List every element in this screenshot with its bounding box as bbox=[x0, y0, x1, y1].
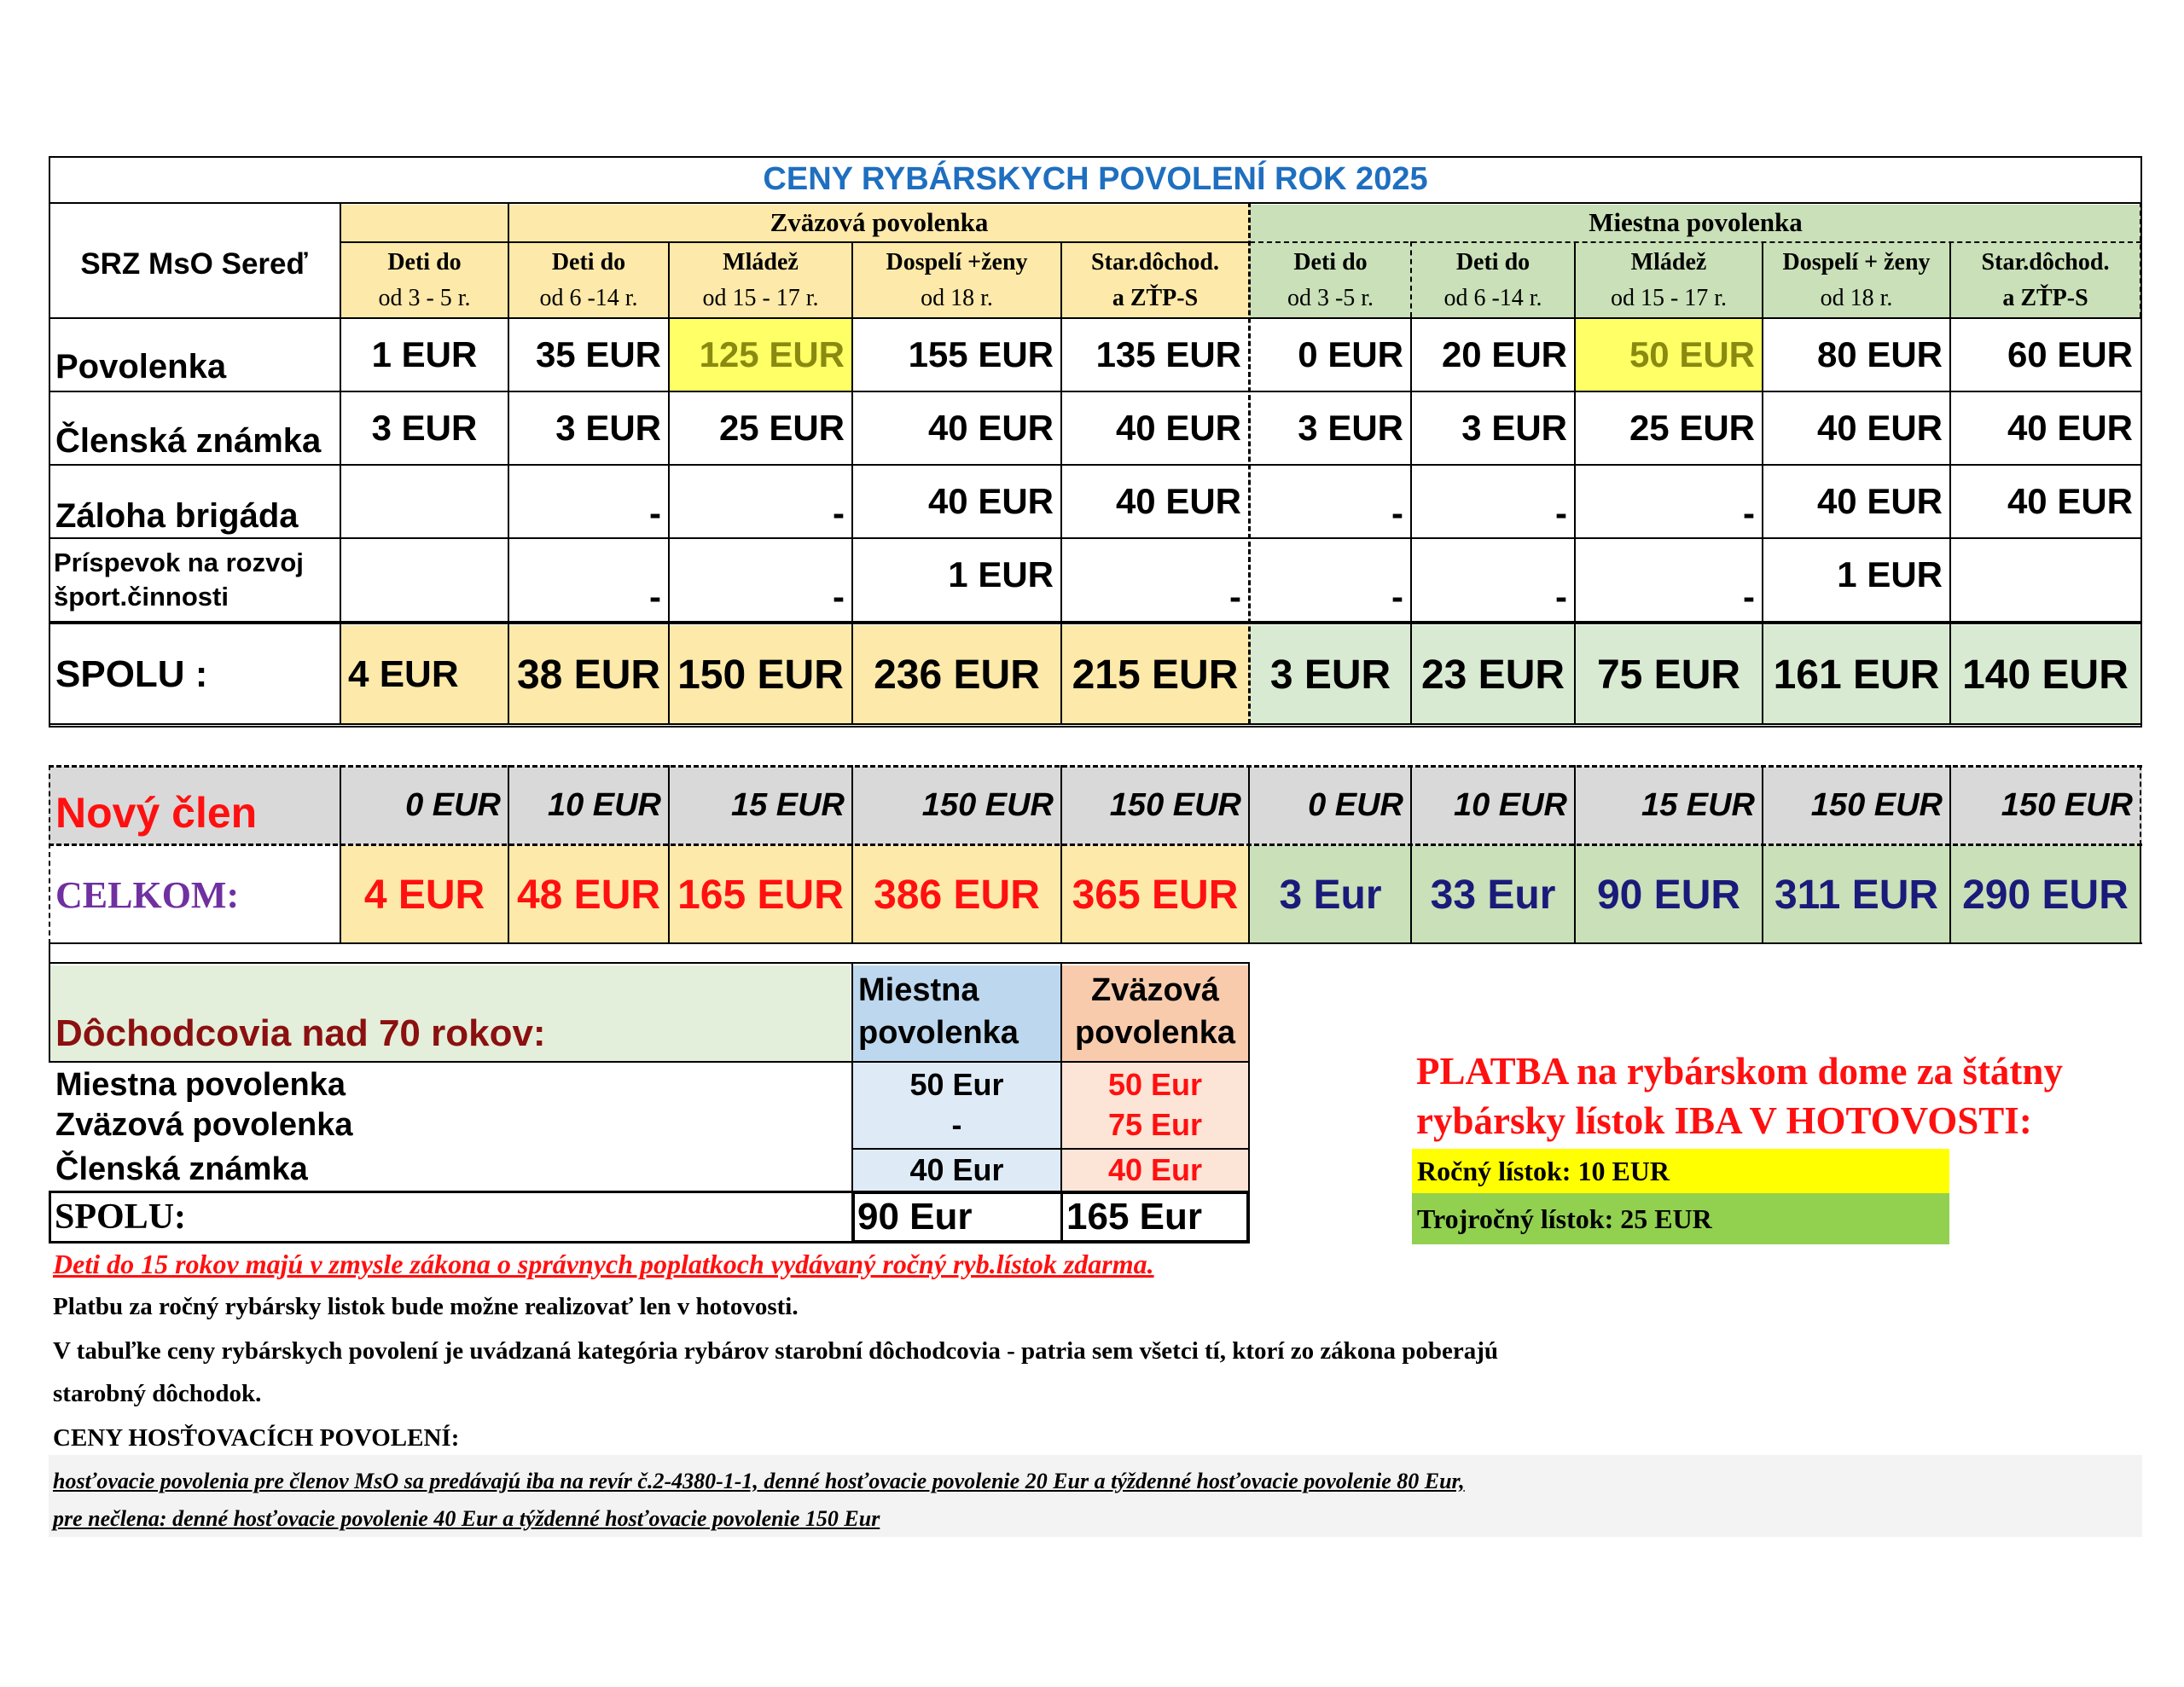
novy-clen-4: 150 EUR bbox=[921, 786, 1054, 823]
cell-prispevok-8: - bbox=[1743, 577, 1755, 617]
row-label-prispevok-l2: šport.činnosti bbox=[54, 582, 229, 612]
cell-prispevok-2: - bbox=[649, 577, 661, 617]
seniors-row-clenska: Členská známka bbox=[55, 1151, 308, 1187]
seniors-col-miestna bbox=[858, 969, 1060, 1061]
col-header-2-l2: od 6 -14 r. bbox=[539, 284, 638, 311]
col-header-2 bbox=[509, 243, 668, 317]
seniors-row-zvazova-m: - bbox=[951, 1107, 962, 1142]
col-header-1-l1: Deti do bbox=[387, 248, 462, 275]
cell-povolenka-7: 20 EUR bbox=[1441, 334, 1567, 374]
col-header-8 bbox=[1576, 243, 1762, 317]
seniors-row-clenska-m: 40 Eur bbox=[909, 1152, 1004, 1187]
seniors-row-zvazova: Zväzová povolenka bbox=[55, 1106, 353, 1143]
cell-zaloha-5: 40 EUR bbox=[1115, 481, 1241, 521]
note-kategoria-2: starobný dôchodok. bbox=[53, 1380, 262, 1407]
row-label-prispevok-l1: Príspevok na rozvoj bbox=[54, 548, 304, 577]
note-kategoria-1: V tabuľke ceny rybárskych povolení je uvádzaná kategória rybárov starobní dôchodcovia - patria sem všetci tí, ktorí zo zákona poberajú bbox=[53, 1337, 1498, 1365]
cell-prispevok-5: - bbox=[1229, 577, 1241, 617]
group-miestna: Miestna povolenka bbox=[1589, 207, 1803, 237]
cell-clenska-9: 40 EUR bbox=[1816, 408, 1943, 448]
seniors-row-miestna-m: 50 Eur bbox=[909, 1067, 1004, 1102]
col-header-7 bbox=[1412, 243, 1574, 317]
col-header-5-l2: a ZŤP-S bbox=[1112, 284, 1199, 311]
celkom-1: 4 EUR bbox=[363, 872, 485, 918]
spolu-1: 4 EUR bbox=[348, 653, 459, 695]
col-header-9 bbox=[1763, 243, 1949, 317]
col-header-7-l1: Deti do bbox=[1455, 248, 1531, 275]
seniors-row-miestna: Miestna povolenka bbox=[55, 1066, 346, 1103]
note-deti: Deti do 15 rokov majú v zmysle zákona o správnych poplatkoch vydávaný ročný ryb.lístok zdarma. bbox=[53, 1249, 1154, 1279]
col-header-6 bbox=[1251, 243, 1410, 317]
cell-povolenka-3: 125 EUR bbox=[699, 334, 845, 374]
cell-clenska-6: 3 EUR bbox=[1298, 408, 1403, 448]
cell-prispevok-9: 1 EUR bbox=[1837, 554, 1943, 594]
seniors-total-m: 90 Eur bbox=[857, 1196, 973, 1238]
celkom-label: CELKOM: bbox=[55, 873, 240, 916]
novy-clen-6: 0 EUR bbox=[1308, 786, 1403, 823]
spolu-9: 161 EUR bbox=[1773, 652, 1940, 698]
col-header-10 bbox=[1951, 243, 2140, 317]
seniors-title: Dôchodcovia nad 70 rokov: bbox=[55, 1012, 546, 1054]
note-platba: Platbu za ročný rybársky listok bude možne realizovať len v hotovosti. bbox=[53, 1293, 799, 1320]
seniors-col-miestna-l2: povolenka bbox=[858, 1015, 1019, 1051]
cell-clenska-10: 40 EUR bbox=[2007, 408, 2133, 448]
col-header-6-l1: Deti do bbox=[1293, 248, 1368, 275]
note-hostovacie-2: pre nečlena: denné hosťovacie povolenie 40 Eur a týždenné hosťovacie povolenie 150 Eur bbox=[53, 1506, 880, 1531]
col-header-10-l2: a ZŤP-S bbox=[2002, 284, 2088, 311]
col-header-3 bbox=[670, 243, 851, 317]
cell-povolenka-8: 50 EUR bbox=[1629, 334, 1755, 374]
cell-povolenka-2: 35 EUR bbox=[535, 334, 661, 374]
col-header-4-l1: Dospelí +ženy bbox=[886, 248, 1028, 275]
spolu-10: 140 EUR bbox=[1962, 652, 2129, 698]
payment-trojrocny: Trojročný lístok: 25 EUR bbox=[1412, 1193, 1949, 1244]
spolu-3: 150 EUR bbox=[677, 652, 844, 698]
col-header-3-l2: od 15 - 17 r. bbox=[702, 284, 819, 311]
group-zvazova: Zväzová povolenka bbox=[770, 207, 989, 237]
table-title: CENY RYBÁRSKYCH POVOLENÍ ROK 2025 bbox=[763, 160, 1428, 197]
spolu-2: 38 EUR bbox=[516, 652, 661, 698]
row-label-prispevok bbox=[54, 546, 340, 621]
spolu-5: 215 EUR bbox=[1072, 652, 1239, 698]
cell-clenska-8: 25 EUR bbox=[1629, 408, 1755, 448]
spolu-label: SPOLU : bbox=[55, 653, 208, 695]
row-label-clenska: Členská známka bbox=[55, 421, 322, 460]
novy-clen-1: 0 EUR bbox=[405, 786, 501, 823]
spolu-6: 3 EUR bbox=[1269, 652, 1391, 698]
cell-clenska-2: 3 EUR bbox=[555, 408, 661, 448]
novy-clen-2: 10 EUR bbox=[547, 786, 661, 823]
col-header-8-l1: Mládež bbox=[1630, 248, 1707, 275]
celkom-3: 165 EUR bbox=[677, 872, 844, 918]
col-header-3-l1: Mládež bbox=[723, 248, 799, 275]
payment-line-1: PLATBA na rybárskom dome za štátny bbox=[1416, 1050, 2063, 1093]
novy-clen-9: 150 EUR bbox=[1810, 786, 1943, 823]
seniors-col-miestna-l1: Miestna bbox=[858, 972, 979, 1008]
cell-povolenka-6: 0 EUR bbox=[1298, 334, 1403, 374]
seniors-row-zvazova-z: 75 Eur bbox=[1107, 1107, 1203, 1142]
novy-clen-8: 15 EUR bbox=[1641, 786, 1755, 823]
spolu-4: 236 EUR bbox=[874, 652, 1040, 698]
col-header-6-l2: od 3 -5 r. bbox=[1287, 284, 1374, 311]
novy-clen-3: 15 EUR bbox=[730, 786, 845, 823]
celkom-9: 311 EUR bbox=[1774, 872, 1939, 918]
seniors-col-zvazova bbox=[1062, 969, 1248, 1061]
cell-povolenka-10: 60 EUR bbox=[2007, 334, 2133, 374]
seniors-col-zvazova-l2: povolenka bbox=[1075, 1015, 1235, 1051]
seniors-row-miestna-z: 50 Eur bbox=[1107, 1067, 1203, 1102]
note-hostovacie-title: CENY HOSŤOVACÍCH POVOLENÍ: bbox=[53, 1424, 460, 1452]
novy-clen-5: 150 EUR bbox=[1109, 786, 1241, 823]
note-hostovacie-1: hosťovacie povolenia pre členov MsO sa predávajú iba na revír č.2-4380-1-1, denné hosťovacie povolenie 20 Eur a týždenné hosťovacie povolenie 80 Eur, bbox=[53, 1469, 1465, 1493]
col-header-8-l2: od 15 - 17 r. bbox=[1610, 284, 1728, 311]
cell-zaloha-7: - bbox=[1555, 493, 1567, 533]
celkom-8: 90 EUR bbox=[1596, 872, 1741, 918]
celkom-5: 365 EUR bbox=[1072, 872, 1239, 918]
col-header-4 bbox=[853, 243, 1060, 317]
row-label-zaloha: Záloha brigáda bbox=[55, 496, 299, 535]
cell-zaloha-9: 40 EUR bbox=[1816, 481, 1943, 521]
cell-zaloha-3: - bbox=[833, 493, 845, 533]
col-header-5-l1: Star.dôchod. bbox=[1091, 248, 1219, 275]
novy-clen-label: Nový člen bbox=[55, 788, 258, 837]
col-header-1-l2: od 3 - 5 r. bbox=[378, 284, 471, 311]
seniors-total-z: 165 Eur bbox=[1066, 1196, 1202, 1238]
col-header-5 bbox=[1062, 243, 1248, 317]
cell-clenska-5: 40 EUR bbox=[1115, 408, 1241, 448]
spolu-7: 23 EUR bbox=[1420, 652, 1565, 698]
col-header-10-l1: Star.dôchod. bbox=[1981, 248, 2110, 275]
col-header-7-l2: od 6 -14 r. bbox=[1443, 284, 1542, 311]
cell-clenska-3: 25 EUR bbox=[718, 408, 845, 448]
cell-clenska-7: 3 EUR bbox=[1461, 408, 1567, 448]
payment-rocny: Ročný lístok: 10 EUR bbox=[1412, 1149, 1949, 1193]
cell-clenska-1: 3 EUR bbox=[371, 408, 478, 448]
celkom-10: 290 EUR bbox=[1962, 872, 2129, 918]
col-header-2-l1: Deti do bbox=[551, 248, 626, 275]
novy-clen-7: 10 EUR bbox=[1453, 786, 1567, 823]
cell-zaloha-2: - bbox=[649, 493, 661, 533]
seniors-col-zvazova-l1: Zväzová bbox=[1091, 972, 1219, 1008]
cell-zaloha-10: 40 EUR bbox=[2007, 481, 2133, 521]
celkom-2: 48 EUR bbox=[516, 872, 661, 918]
cell-zaloha-6: - bbox=[1391, 493, 1403, 533]
cell-zaloha-4: 40 EUR bbox=[927, 481, 1054, 521]
cell-prispevok-7: - bbox=[1555, 577, 1567, 617]
col-header-4-l2: od 18 r. bbox=[921, 284, 993, 311]
cell-povolenka-9: 80 EUR bbox=[1816, 334, 1943, 374]
cell-povolenka-5: 135 EUR bbox=[1095, 334, 1241, 374]
col-header-9-l1: Dospelí + ženy bbox=[1782, 248, 1931, 275]
cell-prispevok-3: - bbox=[833, 577, 845, 617]
cell-prispevok-4: 1 EUR bbox=[948, 554, 1054, 594]
spolu-8: 75 EUR bbox=[1596, 652, 1741, 698]
seniors-row-clenska-z: 40 Eur bbox=[1107, 1152, 1203, 1187]
row-label-povolenka: Povolenka bbox=[55, 347, 227, 386]
celkom-6: 3 Eur bbox=[1279, 872, 1382, 918]
col-header-9-l2: od 18 r. bbox=[1820, 284, 1893, 311]
cell-zaloha-8: - bbox=[1743, 493, 1755, 533]
celkom-4: 386 EUR bbox=[874, 872, 1040, 918]
seniors-total-label: SPOLU: bbox=[55, 1197, 187, 1237]
col-header-1 bbox=[341, 243, 508, 317]
novy-clen-10: 150 EUR bbox=[2001, 786, 2133, 823]
payment-line-2: rybársky lístok IBA V HOTOVOSTI: bbox=[1416, 1099, 2032, 1142]
org-name: SRZ MsO Sereď bbox=[80, 247, 308, 281]
cell-prispevok-6: - bbox=[1391, 577, 1403, 617]
cell-povolenka-1: 1 EUR bbox=[371, 334, 478, 374]
cell-clenska-4: 40 EUR bbox=[927, 408, 1054, 448]
cell-povolenka-4: 155 EUR bbox=[908, 334, 1054, 374]
celkom-7: 33 Eur bbox=[1430, 872, 1556, 918]
